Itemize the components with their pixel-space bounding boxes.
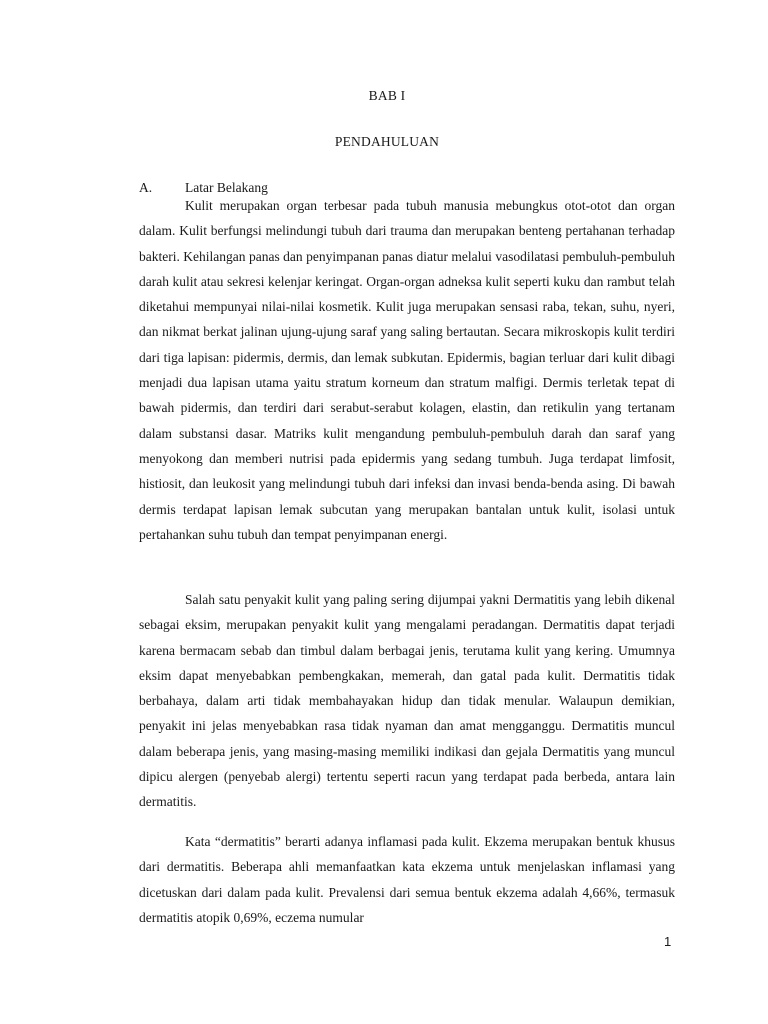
paragraph-block-1 xyxy=(139,193,675,547)
paragraph: Kulit merupakan organ terbesar pada tubuh manusia mebungkus otot-otot dan organ dalam. Kulit berfungsi melindungi tubuh dari trauma dan merupakan benteng pertahanan terhadap bakteri. Kehilangan panas dan penyimpanan panas diatur melalui vasodilatasi pembuluh-pembuluh darah kulit atau sekresi kelenjar keringat. Organ-organ adneksa kulit seperti kuku dan rambut telah diketahui mempunyai nilai-nilai kosmetik. Kulit juga merupakan sensasi raba, tekan, suhu, nyeri, dan nikmat berkat jalinan ujung-ujung saraf yang saling bertautan. Secara mikroskopis kulit terdiri dari tiga lapisan: pidermis, dermis, dan lemak subkutan. Epidermis, bagian terluar dari kulit dibagi menjadi dua lapisan utama yaitu stratum korneum dan stratum malfigi. Dermis terletak tepat di bawah pidermis, dan terdiri dari serabut-serabut kolagen, elastin, dan retikulin yang tertanam dalam substansi dasar. Matriks kulit mengandung pembuluh-pembuluh darah dan saraf yang menyokong dan memberi nutrisi pada epidermis yang sedang tumbuh. Juga terdapat limfosit, histiosit, dan leukosit yang melindungi tubuh dari infeksi dan invasi benda-benda asing. Di bawah dermis terdapat lapisan lemak subcutan yang merupakan bantalan untuk kulit, isolasi untuk pertahankan suhu tubuh dan tempat penyimpanan energi. xyxy=(139,198,675,542)
page-number: 1 xyxy=(664,934,672,949)
paragraph: Salah satu penyakit kulit yang paling sering dijumpai yakni Dermatitis yang lebih dikenal sebagai eksim, merupakan penyakit kulit yang mengalami peradangan. Dermatitis dapat terjadi karena bermacam sebab dan timbul dalam berbagai jenis, terutama kulit yang kering. Umumnya eksim dapat menyebabkan pembengkakan, memerah, dan gatal pada kulit. Dermatitis tidak berbahaya, dalam arti tidak membahayakan hidup dan tidak menular. Walaupun demikian, penyakit ini jelas menyebabkan rasa tidak nyaman dan amat mengganggu. Dermatitis muncul dalam beberapa jenis, yang masing-masing memiliki indikasi dan gejala Dermatitis yang muncul dipicu alergen (penyebab alergi) tertentu seperti racun yang terdapat pada berbeda, antara lain dermatitis. xyxy=(139,592,675,810)
section-number: A. xyxy=(139,180,153,195)
paragraph-block-2 xyxy=(139,587,675,815)
chapter-title: PENDAHULUAN xyxy=(334,134,440,149)
section-title: Latar Belakang xyxy=(185,180,268,195)
chapter-number: BAB I xyxy=(368,88,406,103)
paragraph: Kata “dermatitis” berarti adanya inflamasi pada kulit. Ekzema merupakan bentuk khusus dari dermatitis. Beberapa ahli memanfaatkan kata ekzema untuk menjelaskan inflamasi yang dicetuskan dari dalam pada kulit. Prevalensi dari semua bentuk ekzema adalah 4,66%, termasuk dermatitis atopik 0,69%, eczema numular xyxy=(139,834,675,925)
paragraph-block-3 xyxy=(139,829,675,930)
